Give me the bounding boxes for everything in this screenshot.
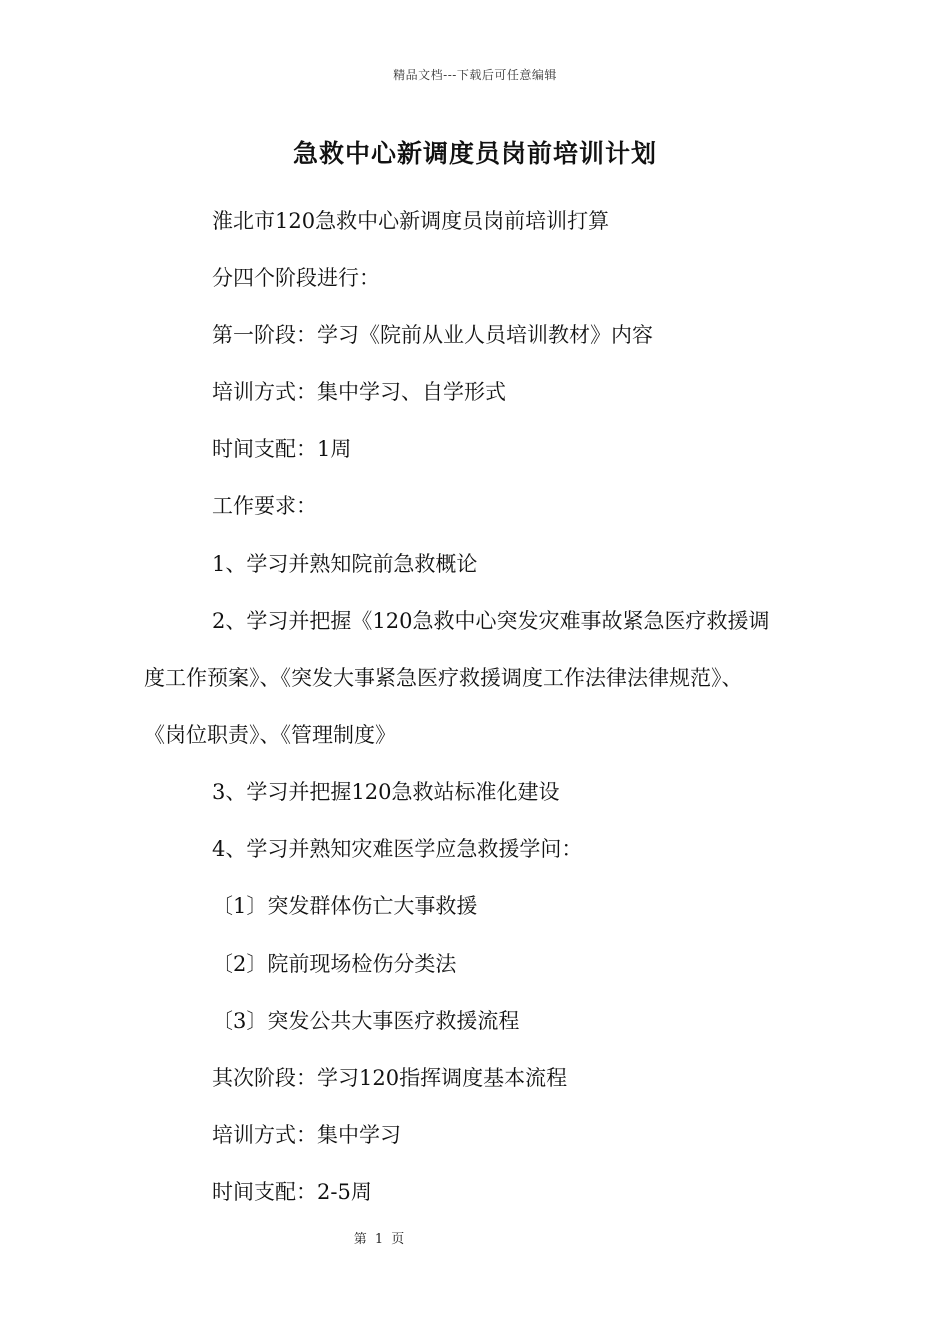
document-title: 急救中心新调度员岗前培训计划 — [292, 139, 657, 168]
paragraph-line-9: 度工作预案》、《突发大事紧急医疗救援调度工作法律法律规范》、 — [144, 666, 743, 690]
paragraph-line-8: 2、学习并把握《120急救中心突发灾难事故紧急医疗救援调 — [212, 609, 770, 633]
paragraph-line-6: 工作要求： — [212, 494, 317, 518]
paragraph-line-18: 时间支配：2-5周 — [212, 1180, 372, 1204]
paragraph-line-1: 淮北市120急救中心新调度员岗前培训打算 — [212, 209, 610, 233]
page-number-footer: 第 1 页 — [353, 1232, 407, 1247]
paragraph-line-11: 3、学习并把握120急救站标准化建设 — [212, 780, 560, 804]
paragraph-line-5: 时间支配：1周 — [212, 437, 352, 461]
paragraph-line-17: 培训方式：集中学习 — [212, 1123, 401, 1147]
paragraph-line-3: 第一阶段：学习《院前从业人员培训教材》内容 — [212, 323, 653, 347]
paragraph-line-15: 〔3〕突发公共大事医疗救援流程 — [212, 1009, 520, 1033]
paragraph-line-12: 4、学习并熟知灾难医学应急救援学问： — [212, 837, 583, 861]
header-note: 精品文档---下载后可任意编辑 — [393, 68, 557, 82]
paragraph-line-16: 其次阶段：学习120指挥调度基本流程 — [212, 1066, 568, 1090]
paragraph-line-14: 〔2〕院前现场检伤分类法 — [212, 952, 457, 976]
paragraph-line-2: 分四个阶段进行： — [212, 266, 380, 290]
paragraph-line-10: 《岗位职责》、《管理制度》 — [144, 723, 396, 747]
paragraph-line-4: 培训方式：集中学习、自学形式 — [212, 380, 506, 404]
paragraph-line-13: 〔1〕突发群体伤亡大事救援 — [212, 894, 478, 918]
paragraph-line-7: 1、学习并熟知院前急救概论 — [212, 552, 478, 576]
